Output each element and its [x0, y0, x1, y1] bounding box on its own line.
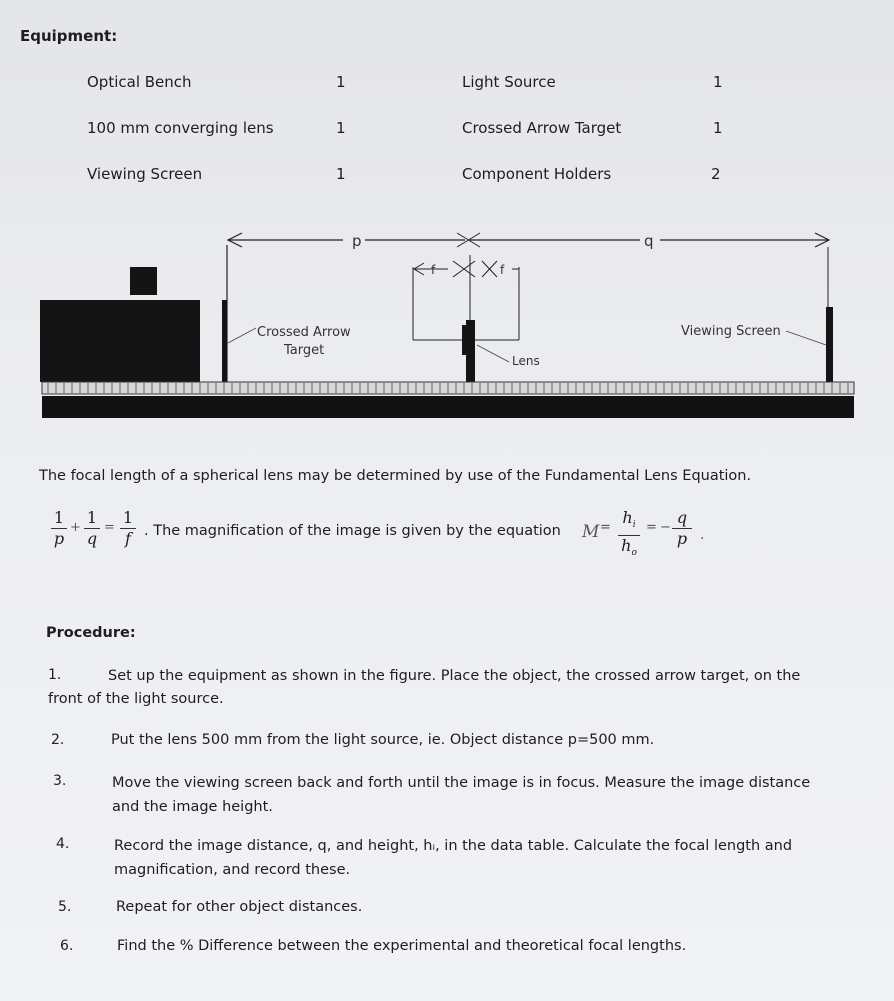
light-source-lamp [130, 267, 157, 295]
step-3-number: 3. [53, 773, 67, 789]
equipment-item-light-source: Light Source [462, 73, 556, 91]
mag-eq-period: . [700, 527, 705, 543]
lens-eq-numerator: 1 [53, 508, 65, 527]
step-4-number: 4. [56, 836, 70, 852]
viewing-screen [826, 307, 833, 382]
lens-eq-equals: = [104, 520, 115, 535]
step-1-text-line2: front of the light source. [48, 691, 224, 707]
mag-eq-distance-ratio [672, 509, 692, 548]
mag-eq-height-ratio [618, 509, 640, 562]
equipment-qty-light-source: 1 [713, 73, 723, 91]
mag-eq-minus: − [660, 520, 671, 535]
light-source-box [40, 300, 200, 382]
equipment-item-optical-bench: Optical Bench [87, 73, 192, 91]
mag-eq-q: q [676, 508, 688, 527]
equipment-qty-optical-bench: 1 [336, 73, 346, 91]
f-label-left: f [431, 263, 436, 277]
lens-eq-q: q [86, 529, 98, 548]
equipment-title: Equipment: [20, 27, 118, 45]
mag-eq-p: p [676, 529, 688, 548]
equipment-qty-component-holders: 2 [711, 165, 721, 183]
step-4-text: Record the image distance, q, and height, hᵢ, in the data table. Calculate the focal length and magnification, and record these. [114, 838, 793, 878]
mag-eq-equals: = [600, 520, 611, 535]
step-1-text: Set up the equipment as shown in the figure. Place the object, the crossed arrow target, on the [108, 668, 801, 684]
mag-eq-ho-sub: o [631, 548, 637, 559]
p-label: p [352, 232, 362, 250]
equipment-qty-converging-lens: 1 [336, 119, 346, 137]
procedure-title: Procedure: [46, 625, 136, 641]
magnification-text: . The magnification of the image is given by the equation [144, 523, 561, 539]
equipment-qty-viewing-screen: 1 [336, 165, 346, 183]
lens-eq-term-f [120, 509, 136, 548]
lens-eq-term-q [84, 509, 100, 548]
lens-eq-f: f [125, 529, 131, 548]
f-label-right: f [500, 263, 505, 277]
screen-label: Viewing Screen [681, 324, 781, 339]
q-label: q [644, 232, 654, 250]
step-3-text: Move the viewing screen back and forth until the image is in focus. Measure the image distance and the image height. [112, 775, 811, 815]
intro-text: The focal length of a spherical lens may be determined by use of the Fundamental Lens Equation. [39, 468, 752, 484]
mag-eq-hi-sub: i [632, 520, 636, 531]
target-label-line1: Crossed Arrow [257, 325, 351, 340]
lens-eq-numerator: 1 [122, 508, 134, 527]
lens-eq-p: p [53, 529, 65, 548]
target-holder [222, 300, 227, 382]
bench-rail [42, 396, 854, 418]
step-5-number: 5. [58, 899, 72, 915]
equipment-item-viewing-screen: Viewing Screen [87, 165, 203, 183]
mag-eq-hi: h [622, 508, 633, 527]
mag-eq-ho: h [621, 536, 632, 556]
step-6-number: 6. [60, 938, 74, 954]
equipment-item-component-holders: Component Holders [462, 165, 612, 183]
lens-eq-numerator: 1 [86, 508, 98, 527]
optical-bench-figure [0, 225, 894, 425]
step-5-text: Repeat for other object distances. [116, 899, 363, 915]
mag-eq-equals-2: = [646, 520, 657, 535]
equipment-qty-crossed-arrow-target: 1 [713, 119, 723, 137]
lens [462, 325, 468, 355]
equipment-item-crossed-arrow-target: Crossed Arrow Target [462, 119, 622, 137]
step-2-number: 2. [51, 732, 65, 748]
lens-eq-term-p [51, 509, 67, 548]
step-6-text: Find the % Difference between the experimental and theoretical focal lengths. [117, 938, 687, 954]
equipment-item-converging-lens: 100 mm converging lens [87, 119, 274, 137]
lens-label: Lens [512, 354, 540, 368]
target-label-line2: Target [284, 343, 325, 358]
step-2-text: Put the lens 500 mm from the light source, ie. Object distance p=500 mm. [111, 732, 655, 748]
lens-eq-plus: + [70, 520, 81, 535]
mag-eq-M: M [582, 522, 600, 542]
step-1-number: 1. [48, 667, 62, 683]
